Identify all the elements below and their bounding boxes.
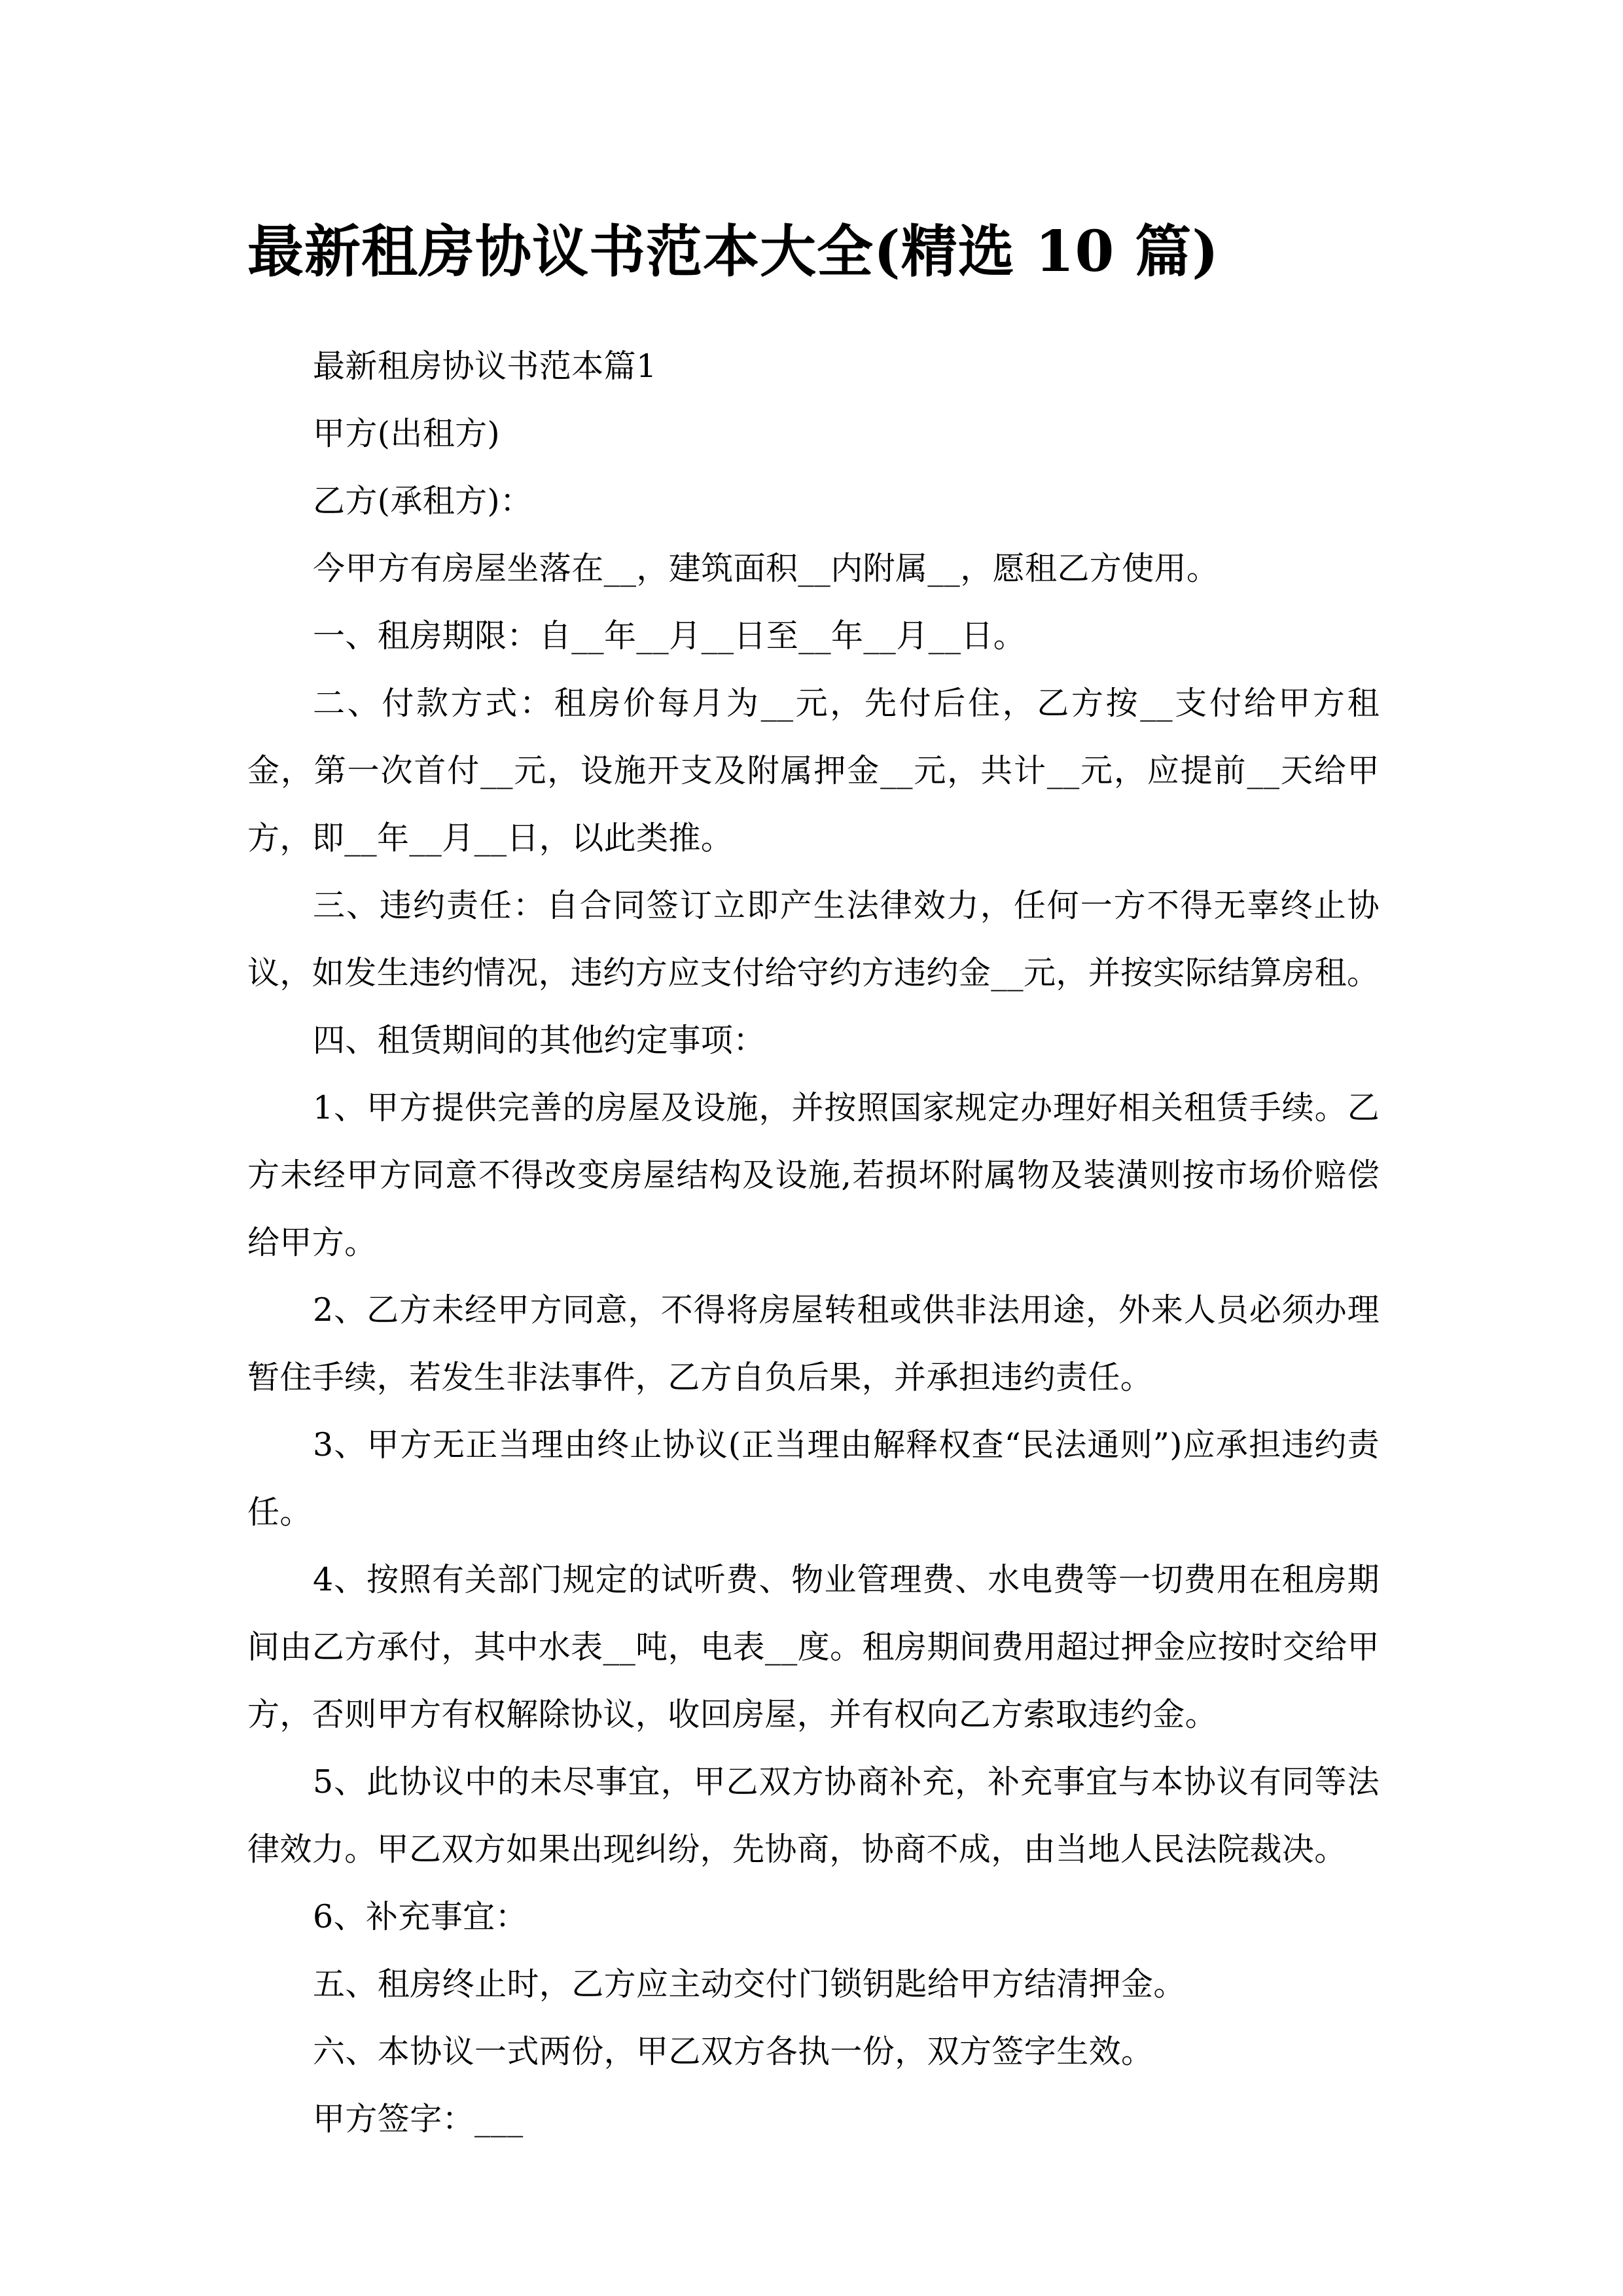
clause-6-copies: 六、本协议一式两份，甲乙双方各执一份，双方签字生效。 — [313, 2033, 1154, 2070]
party-a-label: 甲方(出租方) — [313, 415, 501, 452]
document-body — [247, 332, 1380, 2153]
clause-1-term: 一、租房期限：自__年__月__日至__年__月__日。 — [313, 617, 1026, 655]
item-5: 5、此协议中的未尽事宜，甲乙双方协商补充，补充事宜与本协议有同等法律效力。甲乙双方如果出现纠纷，先协商，协商不成，由当地人民法院裁决。 — [247, 1763, 1380, 1868]
premises-clause: 今甲方有房屋坐落在__，建筑面积__内附属__，愿租乙方使用。 — [313, 550, 1219, 587]
page-title: 最新租房协议书范本大全(精选 10 篇) — [247, 218, 1219, 285]
item-3: 3、甲方无正当理由终止协议(正当理由解释权查“民法通则”)应承担违约责任。 — [247, 1426, 1380, 1531]
clause-2-payment: 二、付款方式：租房价每月为__元，先付后住，乙方按__支付给甲方租金，第一次首付__元，设施开支及附属押金__元，共计__元，应提前__天给甲方，即__年__月__日，以此类推。 — [247, 685, 1380, 857]
party-b-label: 乙方(承租方)： — [313, 482, 533, 520]
clause-4-other-matters: 四、租赁期间的其他约定事项： — [313, 1022, 766, 1059]
item-1: 1、甲方提供完善的房屋及设施，并按照国家规定办理好相关租赁手续。乙方未经甲方同意不得改变房屋结构及设施,若损坏附属物及装潢则按市场价赔偿给甲方。 — [247, 1089, 1380, 1261]
signature-party-a: 甲方签字：___ — [313, 2100, 524, 2138]
clause-3-breach: 三、违约责任：自合同签订立即产生法律效力，任何一方不得无辜终止协议，如发生违约情况，违约方应支付给守约方违约金__元，并按实际结算房租。 — [247, 887, 1380, 992]
item-2: 2、乙方未经甲方同意，不得将房屋转租或供非法用途，外来人员必须办理暂住手续，若发生非法事件，乙方自负后果，并承担违约责任。 — [247, 1291, 1380, 1396]
item-6: 6、补充事宜： — [313, 1898, 527, 1935]
heading-sample-1: 最新租房协议书范本篇1 — [313, 348, 657, 385]
clause-5-termination: 五、租房终止时，乙方应主动交付门锁钥匙给甲方结清押金。 — [313, 1965, 1186, 2003]
item-4: 4、按照有关部门规定的试听费、物业管理费、水电费等一切费用在租房期间由乙方承付，其中水表__吨，电表__度。租房期间费用超过押金应按时交给甲方，否则甲方有权解除协议，收回房屋，并有权向乙方索取违约金。 — [247, 1561, 1380, 1733]
